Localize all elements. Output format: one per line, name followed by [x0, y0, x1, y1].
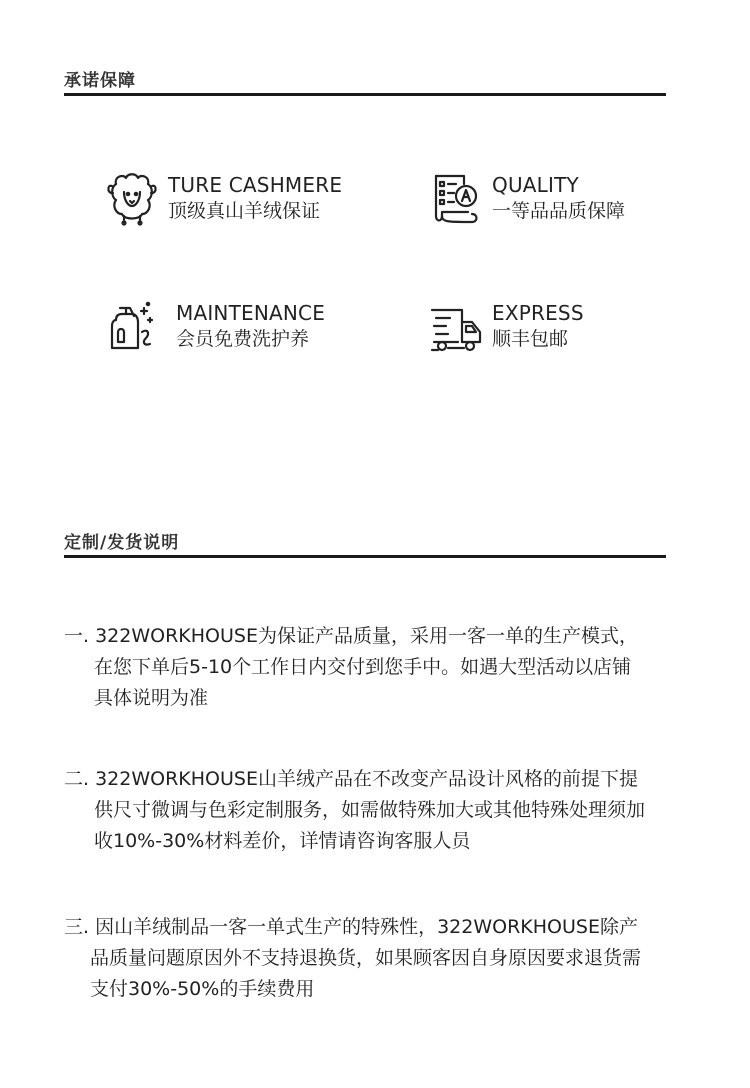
note-line: 具体说明为准	[94, 687, 209, 709]
feature-title-zh: 会员免费洗护养	[176, 328, 310, 350]
feature-cashmere	[104, 170, 342, 226]
feature-title-en: EXPRESS	[492, 301, 584, 325]
note-line: 一. 322WORKHOUSE为保证产品质量，采用一客一单的生产模式，	[64, 625, 638, 647]
feature-title-en: MAINTENANCE	[176, 301, 326, 325]
sheep-icon	[104, 170, 160, 226]
feature-quality	[428, 170, 625, 226]
feature-title-en: TURE CASHMERE	[168, 173, 343, 197]
feature-title-zh: 一等品品质保障	[492, 200, 626, 222]
note-line: 供尺寸微调与色彩定制服务，如需做特殊加大或其他特殊处理须加	[94, 799, 646, 821]
delivery-truck-icon	[428, 298, 484, 354]
note-line: 在您下单后5-10个工作日内交付到您手中。如遇大型活动以店铺	[94, 656, 632, 678]
note-line: 支付30%-50%的手续费用	[90, 978, 315, 1000]
note-line: 品质量问题原因外不支持退换货，如果顾客因自身原因要求退货需	[90, 947, 642, 969]
note-item	[64, 912, 694, 1005]
section-title: 承诺保障	[64, 71, 136, 91]
feature-title-zh: 顶级真山羊绒保证	[168, 200, 321, 222]
note-line: 三. 因山羊绒制品一客一单式生产的特殊性，322WORKHOUSE除产	[64, 916, 638, 938]
note-item	[64, 621, 694, 714]
section-divider	[64, 555, 666, 558]
feature-title-en: QUALITY	[492, 173, 579, 197]
section-header-guarantee	[64, 66, 666, 96]
washing-bottle-icon	[104, 298, 160, 354]
section-header-shipping	[64, 528, 666, 558]
note-item	[64, 764, 694, 857]
feature-express	[428, 298, 584, 354]
note-line: 二. 322WORKHOUSE山羊绒产品在不改变产品设计风格的前提下提	[64, 768, 638, 790]
quality-document-icon	[428, 170, 484, 226]
section-divider	[64, 93, 666, 96]
note-line: 收10%-30%材料差价，详情请咨询客服人员	[94, 830, 471, 852]
section-title: 定制/发货说明	[64, 533, 180, 553]
feature-title-zh: 顺丰包邮	[492, 328, 569, 350]
feature-maintenance	[104, 298, 325, 354]
